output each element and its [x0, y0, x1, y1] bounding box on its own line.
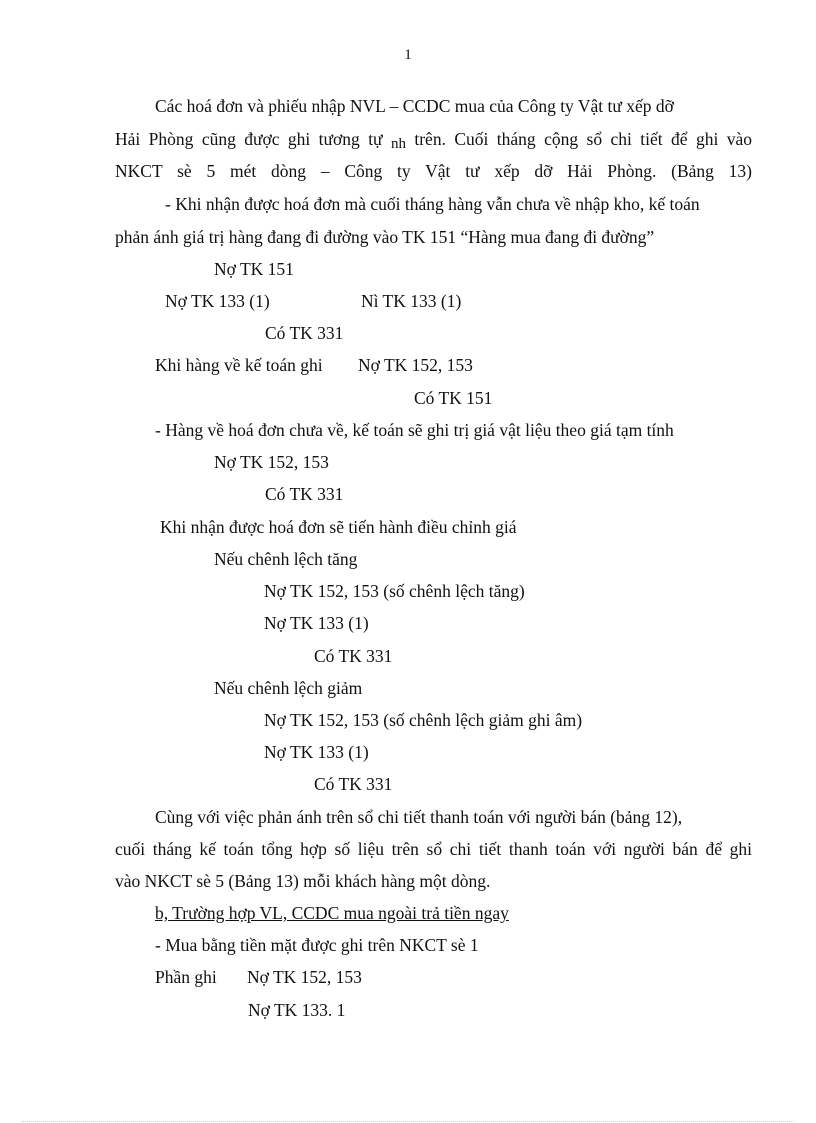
text-line: Khi nhận được hoá đơn sẽ tiến hành điều chỉnh giá [160, 517, 517, 537]
text-segment: Hải Phòng cũng được ghi tương tự [115, 129, 391, 149]
text-line: Nếu chênh lệch giảm [214, 678, 363, 698]
entry-debit: Nợ TK 133 (1) [264, 742, 369, 762]
text-line: vào NKCT sè 5 (Bảng 13) mỗi khách hàng một dòng. [115, 871, 491, 891]
text-line: Cùng với việc phản ánh trên sổ chi tiết thanh toán với người bán (bảng 12), [155, 807, 683, 827]
text-line: cuối tháng kế toán tổng hợp số liệu trên sổ chi tiết thanh toán với người bán để ghi [115, 839, 752, 859]
entry-debit: Nợ TK 152, 153 (số chênh lệch tăng) [264, 581, 525, 601]
text-line: - Hàng về hoá đơn chưa về, kế toán sẽ ghi trị giá vật liệu theo giá tạm tính [155, 420, 674, 440]
entry-credit: Có TK 331 [314, 774, 393, 794]
text-line: Các hoá đơn và phiếu nhập NVL – CCDC mua của Công ty Vật tư xếp dỡ [155, 96, 674, 116]
text-line: NKCT sè 5 mét dòng – Công ty Vật tư xếp dỡ Hải Phòng. (Bảng 13) [115, 161, 752, 181]
text-line: - Khi nhận được hoá đơn mà cuối tháng hàng vẫn chưa về nhập kho, kế toán [165, 194, 700, 214]
entry-credit: Có TK 331 [314, 646, 393, 666]
text-line: Phần ghi [155, 967, 217, 987]
entry-debit: Nợ TK 133. 1 [248, 1000, 346, 1020]
entry-credit: Có TK 151 [414, 388, 493, 408]
text-line: - Mua bằng tiền mặt được ghi trên NKCT sè 1 [155, 935, 479, 955]
footer-divider [22, 1121, 794, 1122]
text-segment: trên. Cuối tháng cộng sổ chi tiết để ghi vào [405, 129, 752, 149]
text-line: Nếu chênh lệch tăng [214, 549, 358, 569]
entry-debit: Nợ TK 151 [214, 259, 294, 279]
entry-debit: Nì TK 133 (1) [361, 291, 462, 311]
text-line: Khi hàng về kế toán ghi [155, 355, 323, 375]
entry-credit: Có TK 331 [265, 484, 344, 504]
entry-debit: Nợ TK 152, 153 [214, 452, 329, 472]
page-number: 1 [404, 47, 412, 63]
entry-credit: Có TK 331 [265, 323, 344, 343]
entry-debit: Nợ TK 152, 153 [247, 967, 362, 987]
subscript-text: nh [390, 136, 406, 152]
entry-debit: Nợ TK 152, 153 [358, 355, 473, 375]
entry-debit: Nợ TK 152, 153 (số chênh lệch giảm ghi âm) [264, 710, 583, 730]
entry-debit: Nợ TK 133 (1) [264, 613, 369, 633]
section-heading: b, Trường hợp VL, CCDC mua ngoài trả tiền ngay [155, 903, 509, 923]
entry-debit: Nợ TK 133 (1) [165, 291, 270, 311]
text-line [115, 128, 752, 152]
text-line: phản ánh giá trị hàng đang đi đường vào TK 151 “Hàng mua đang đi đường” [115, 227, 655, 247]
